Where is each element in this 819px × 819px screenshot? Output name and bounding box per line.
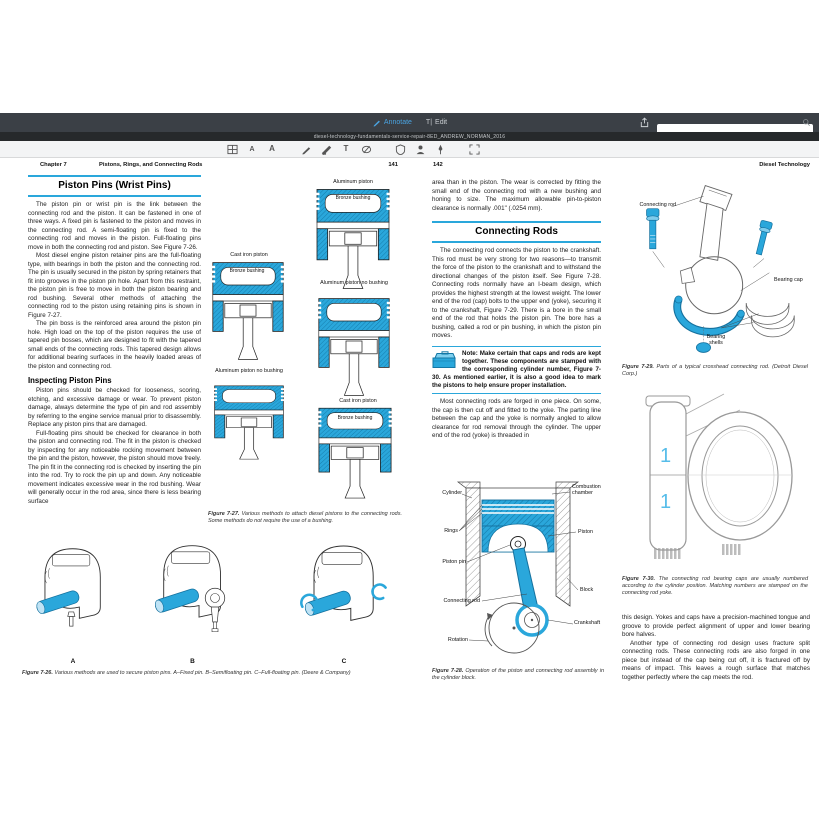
signature-person-icon[interactable] bbox=[414, 143, 426, 155]
fig28-label-block: Block bbox=[580, 587, 594, 593]
fig29-label-connecting-rod: Connecting rod bbox=[639, 202, 676, 208]
toolbox-icon bbox=[432, 351, 458, 369]
fig30-stamp-number-1: 1 bbox=[660, 445, 672, 467]
font-decrease-icon[interactable]: A bbox=[249, 145, 255, 153]
document-filename: diesel-technology-fundamentals-service-repair-8ED_ANDREW_NORMAN_2016 bbox=[313, 133, 506, 140]
fig28-label-crankshaft: Crankshaft bbox=[574, 620, 601, 626]
fig30-caption: Figure 7-30. The connecting rod bearing caps are usually numbered according to the cylinder position. Matching numbers are stamped on the connecting rod yoke. bbox=[622, 576, 808, 597]
fig26-caption: Figure 7-26. Various methods are used to secure piston pins. A–Fixed pin. B–Semifloating pin. C–Full-floating pin. (Deere & Company) bbox=[22, 670, 351, 676]
paragraph: this design. Yokes and caps have a precision-machined tongue and groove to provide perfect alignment of upper and lower bearing bore halves. bbox=[622, 614, 810, 638]
edit-tab-label: Edit bbox=[435, 119, 448, 126]
stamp-shield-icon[interactable] bbox=[394, 143, 406, 155]
subheading-inspecting-piston-pins: Inspecting Piston Pins bbox=[28, 376, 112, 385]
mode-tabs bbox=[372, 113, 447, 132]
running-head: Diesel Technology bbox=[759, 162, 810, 168]
fig26-letter-c: C bbox=[341, 658, 347, 665]
page-number-right: 142 bbox=[433, 162, 443, 168]
fig30-drawing bbox=[622, 388, 808, 573]
pen-nib-icon[interactable] bbox=[434, 143, 446, 155]
paragraph: The connecting rod connects the piston to the crankshaft. This rod must be very strong for two reasons—to transmit the force of the piston to the crankshaft and to withstand the directional changes of the piston itself. See Figure 7-28. Connecting rods normally have an I-beam design, which provides the highest strength at the lowest weight. The lower end of the rod (cap) bolts to the upper end (yoke), securing it to the crankshaft, Figure 7-29. There is a bore in the small end of the rod that holds the piston pin. The bore has a bushing, called a rod or pin bushing, in which the piston pin moves. bbox=[432, 247, 601, 339]
fig28-label-combustion-chamber: Combustion chamber bbox=[572, 484, 601, 497]
left-page-column-1 bbox=[28, 175, 201, 506]
fig28-label-rings: Rings bbox=[444, 528, 458, 534]
fig27-label-bronze-bushing: Bronze bushing bbox=[229, 268, 265, 274]
fig27-diagram-aluminum-no-bushing-2 bbox=[210, 384, 288, 464]
tab-annotate[interactable] bbox=[372, 118, 412, 127]
fig27-label-bronze-bushing: Bronze bushing bbox=[337, 415, 373, 421]
lasso-tool-icon[interactable] bbox=[360, 143, 372, 155]
fig27-diagram-aluminum-bushing bbox=[312, 187, 394, 295]
fig30-stamp-number-2: 1 bbox=[660, 491, 672, 513]
toolbar-right bbox=[639, 113, 813, 132]
paragraph: Full-floating pins should be checked for clearance in both the piston and connecting rod. The fit in the piston is checked by inspecting for any noticeable rocking movement between the pin and the piston, however, the piston should move freely. The pin fit in the connecting rod is checked by inserting the pin into the rod. Try to rock the pin up and down. Any noticeable movement indicates excessive wear in the rod bushing. Wear will generally occur in the rod area, since there is less bearing surface bbox=[28, 429, 201, 505]
note-text: Note: Make certain that caps and rods are kept together. These components are stamped with the corresponding cylinder number, Figure 7-30. As mentioned earlier, it is also a good idea to mark the pistons to help ensure proper installation. bbox=[432, 349, 601, 390]
fig27-caption: Figure 7-27. Various methods to attach diesel pistons to the connecting rods. Some methods do not require the use of a bushing. bbox=[208, 511, 402, 525]
search-box bbox=[657, 117, 813, 128]
fig27-label-cast-iron: Cast iron piston bbox=[230, 252, 268, 258]
fig27-diagram-aluminum-no-bushing bbox=[314, 296, 394, 402]
fig28-caption: Figure 7-28. Operation of the piston and connecting rod assembly in the cylinder block. bbox=[432, 668, 605, 682]
fig27-label-cast-iron: Cast iron piston bbox=[339, 398, 377, 404]
annotate-tab-label: Annotate bbox=[383, 119, 412, 126]
paragraph: Piston pins should be checked for looseness, scoring, etching, and excessive damage or wear. To prevent piston damage, always determine the type of pin and rod assembly by referring to the engine service manual prior to disassembly. Replace any piston pins that are damaged. bbox=[28, 387, 201, 428]
right-page-column-1 bbox=[432, 179, 601, 441]
filename-bar bbox=[0, 132, 819, 141]
text-tool-icon[interactable]: T bbox=[343, 144, 349, 153]
fig27-diagram-cast-iron-bushing bbox=[208, 260, 288, 366]
font-increase-icon[interactable]: A bbox=[269, 144, 275, 153]
fig28-label-rotation: Rotation bbox=[447, 637, 468, 643]
highlighter-tool-icon[interactable] bbox=[320, 143, 332, 155]
fig27-label-aluminum-no-bushing: Aluminum piston no bushing bbox=[320, 280, 388, 286]
fig28-label-cylinder: Cylinder bbox=[442, 490, 462, 496]
paragraph: Most diesel engine piston retainer pins are the full-floating type, with bearings in both the piston and the connecting rod. The pin is usually secured in the piston by spring retainers that fit into grooves in the piston pin hole. Apart from this restraint, the piston pin is free to move in both the piston bearing and rod bushing. Several other methods of attaching the connecting rod to the piston using retaining pins is shown in Figure 7-27. bbox=[28, 252, 202, 319]
fig27-label-aluminum-no-bushing: Aluminum piston no bushing bbox=[215, 368, 283, 374]
annotate-pencil-icon bbox=[372, 118, 381, 127]
fig26-piston-b-semifloating-pin bbox=[140, 538, 245, 634]
fig28-piston-operation-diagram bbox=[432, 478, 604, 664]
page-number-left: 141 bbox=[388, 162, 398, 168]
edit-text-icon: T| bbox=[425, 119, 433, 126]
tab-edit[interactable] bbox=[426, 119, 447, 126]
fig29-label-bearing-shells: Bearing shells bbox=[706, 334, 726, 347]
chapter-label: Chapter 7 bbox=[40, 162, 67, 168]
search-icon bbox=[802, 118, 811, 127]
paragraph: Another type of connecting rod design uses fracture split connecting rods. These connecting rods are also forged in one piece but instead of the cap being cut off, it is fractured off by means of impact. This leaves a rough surface that matches together perfectly where the cap meets the rod. bbox=[622, 639, 810, 681]
fig29-label-bearing-cap: Bearing cap bbox=[774, 277, 803, 283]
fullscreen-icon[interactable] bbox=[468, 143, 480, 155]
note-box bbox=[432, 346, 601, 395]
section-title-connecting-rods: Connecting Rods bbox=[432, 221, 601, 243]
app-toolbar bbox=[0, 113, 819, 132]
fig26-piston-a-fixed-pin bbox=[30, 538, 116, 638]
paragraph: Most connecting rods are forged in one piece. On some, the cap is then cut off and fitted to the yoke. The parting line between the cap and the yoke is normally angled to allow clearance for rod removal through the cylinder. The upper end of the rod (yoke) is threaded in bbox=[432, 398, 601, 440]
fig27-label-aluminum-piston: Aluminum piston bbox=[333, 179, 373, 185]
paragraph: area than in the piston. The wear is corrected by fitting the small end of the connecting rod with a new bushing and honing to size. The maximum allowable pin-to-piston clearance is normally .001" (.0254 mm). bbox=[432, 179, 601, 212]
share-icon[interactable] bbox=[639, 117, 650, 128]
fig30-bearing-cap-numbers-diagram bbox=[622, 388, 808, 573]
thumbnails-grid-icon[interactable] bbox=[226, 143, 238, 155]
fig27-label-bronze-bushing: Bronze bushing bbox=[335, 195, 371, 201]
fig28-label-piston-pin: Piston pin bbox=[442, 559, 466, 565]
chapter-title: Pistons, Rings, and Connecting Rods bbox=[99, 162, 203, 168]
fig26-letter-b: B bbox=[190, 658, 195, 665]
pencil-tool-icon[interactable] bbox=[300, 143, 312, 155]
paragraph: The piston pin or wrist pin is the link between the connecting rod and the piston. It can be fastened in one of three ways. A fixed pin is fastened to the piston and moves in the connecting rod. A semi-floating pin is fixed to the connecting rod and moves in the piston. Full-floating pins move in both the connecting rod and piston. See Figure 7-26. bbox=[28, 201, 201, 251]
paragraph: The pin boss is the reinforced area around the piston pin hole. High load on the top of the piston requires the use of tapered pin bosses, which are designed to fit with the tapered small ends of the connecting rods. This tapered design allows for additional bearing surfaces in the heavily loaded areas of the piston and connecting rod. bbox=[28, 320, 201, 370]
fig26-piston-c-full-floating-pin bbox=[296, 538, 392, 638]
annotation-toolbar bbox=[0, 141, 819, 158]
fig28-label-piston: Piston bbox=[578, 529, 593, 535]
section-title-piston-pins: Piston Pins (Wrist Pins) bbox=[28, 175, 201, 197]
fig29-crosshead-rod-diagram bbox=[618, 182, 813, 360]
fig29-caption: Figure 7-29. Parts of a typical crosshead connecting rod. (Detroit Diesel Corp.) bbox=[622, 364, 808, 378]
fig28-label-connecting-rod: Connecting rod bbox=[443, 598, 480, 604]
right-page-column-2-text bbox=[622, 614, 810, 682]
fig26-letter-a: A bbox=[70, 658, 76, 665]
